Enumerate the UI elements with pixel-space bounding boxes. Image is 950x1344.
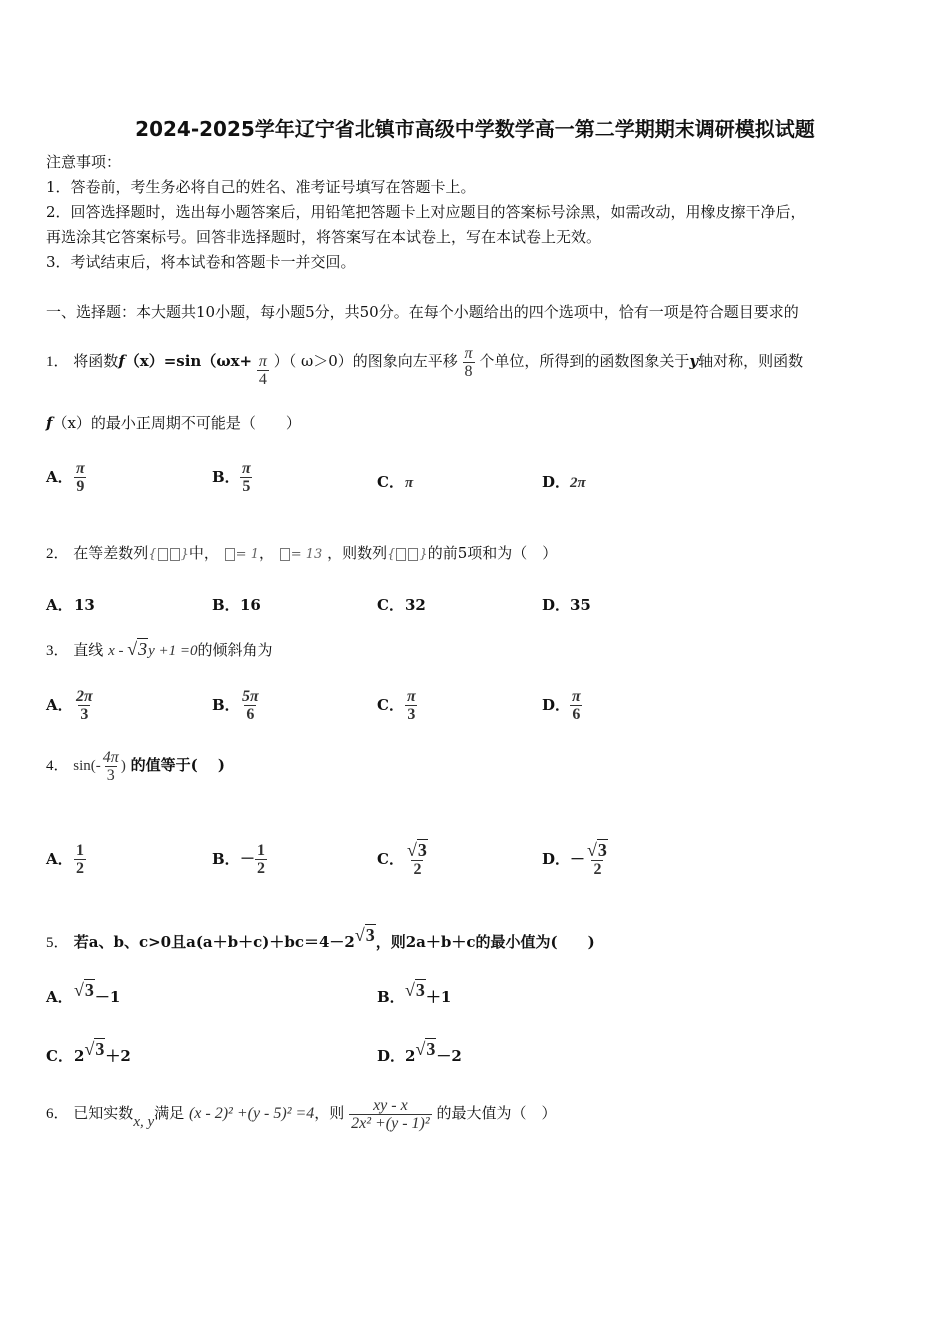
sequence-symbol: { } — [387, 547, 428, 562]
option-b[interactable]: B．√3＋1 — [377, 980, 452, 1006]
question-number: 1． — [46, 354, 69, 370]
option-b[interactable]: B． $\frac{5\pi}{6}$ — [212, 688, 259, 723]
option-c[interactable]: C． $\frac{\pi}{3}$ — [377, 688, 416, 723]
fraction: $\frac{5\pi}{6}$ — [242, 688, 259, 723]
option-b[interactable]: B．－ $\frac{1}{2}$ — [212, 842, 266, 877]
option-c[interactable]: C．2√3＋2 — [46, 1039, 131, 1065]
option-d[interactable]: D． $\frac{\pi}{6}$ — [542, 688, 581, 723]
question-4: 4． sin(- $\frac{4\pi}{3}$ ) 的值等于( ) — [46, 748, 226, 784]
question-6: 6． 已知实数x, y满足 (x - 2)² +(y - 5)² =4，则 $\frac{xy - x}{\text{2x² +(y - 1)²}}$ 的最大值为（ ） — [46, 1096, 557, 1132]
circle-equation: (x - 2)² +(y - 5)² =4 — [188, 1105, 315, 1122]
option-a[interactable]: A．13 — [46, 596, 95, 614]
option-a[interactable]: A．√3－1 — [46, 980, 121, 1006]
fraction: $\frac{√3}{2}$ — [587, 840, 607, 878]
option-d[interactable]: D．2√3－2 — [377, 1039, 462, 1065]
option-b[interactable]: B． $\frac{\pi}{5}$ — [212, 460, 251, 495]
fraction: $\frac{\pi}{9}$ — [76, 460, 85, 495]
question-2: 2． 在等差数列{ }中， = 1， = 13 ，则数列{ }的前5项和为（ ） — [46, 544, 558, 562]
question-5: 5． 若a、b、c>0且a(a＋b＋c)＋bc＝4－2√3，则2a＋b＋c的最小值为( ) — [46, 925, 595, 951]
placeholder-glyph — [225, 548, 235, 561]
option-c[interactable]: C． $\frac{√3}{2}$ — [377, 842, 430, 878]
line-equation: x - √3y +1 =0 — [108, 639, 198, 659]
option-c[interactable]: C．π — [377, 473, 414, 491]
question-1-line2: f（x）的最小正周期不可能是（ ） — [46, 414, 301, 432]
fraction: $\frac{xy - x}{\text{2x² +(y - 1)²}}$ — [351, 1096, 430, 1132]
fraction: $\frac{2\pi}{3}$ — [76, 688, 93, 723]
notice-heading: 注意事项： — [46, 153, 122, 171]
option-a[interactable]: A． $\frac{\pi}{9}$ — [46, 460, 85, 495]
option-b[interactable]: B．16 — [212, 596, 261, 614]
page-title: 2024-2025学年辽宁省北镇市高级中学数学高一第二学期期末调研模拟试题 — [135, 117, 815, 141]
notice-item: 3．考试结束后，将本试卷和答题卡一并交回。 — [46, 253, 356, 271]
notice-item: 1．答卷前，考生务必将自己的姓名、准考证号填写在答题卡上。 — [46, 178, 476, 196]
option-d[interactable]: D．2π — [542, 473, 586, 491]
section-heading: 一、选择题：本大题共10小题，每小题5分，共50分。在每个小题给出的四个选项中，恰有一项是符合题目要求的 — [46, 303, 799, 321]
fraction: $\frac{√3}{2}$ — [407, 840, 427, 878]
fraction: $\frac{1}{2}$ — [257, 842, 266, 877]
notice-item: 再选涂其它答案标号。回答非选择题时，将答案写在本试卷上，写在本试卷上无效。 — [46, 228, 602, 246]
option-d[interactable]: D．35 — [542, 596, 591, 614]
notice-item: 2．回答选择题时，选出每小题答案后，用铅笔把答题卡上对应题目的答案标号涂黑，如需改动，用橡皮擦干净后， — [46, 203, 806, 221]
fraction: $\frac{\pi}{3}$ — [407, 688, 416, 723]
placeholder-glyph — [280, 548, 290, 561]
question-3: 3． 直线 x - √3y +1 =0的倾斜角为 — [46, 639, 273, 659]
fraction: $\frac{4\pi}{3}$ — [102, 748, 119, 784]
option-c[interactable]: C．32 — [377, 596, 426, 614]
fraction: $\frac{\pi}{8}$ — [464, 344, 473, 380]
option-a[interactable]: A． $\frac{2\pi}{3}$ — [46, 688, 93, 723]
fraction: $\frac{\pi}{6}$ — [572, 688, 581, 723]
fraction: $\frac{\pi}{5}$ — [242, 460, 251, 495]
option-d[interactable]: D．－ $\frac{√3}{2}$ — [542, 842, 610, 878]
sequence-symbol: { } — [148, 547, 189, 562]
question-1: 1． 将函数f（x）=sin（ωx+ $\frac{\pi}{4}$ ）（ ω＞0）的图象向左平移 $\frac{\pi}{8}$ 个单位，所得到的函数图象关于y轴对称，则函数 — [46, 344, 804, 388]
fraction: $\frac{\pi}{4}$ — [258, 353, 267, 388]
fraction: $\frac{1}{2}$ — [76, 842, 84, 877]
option-a[interactable]: A． $\frac{1}{2}$ — [46, 842, 84, 877]
